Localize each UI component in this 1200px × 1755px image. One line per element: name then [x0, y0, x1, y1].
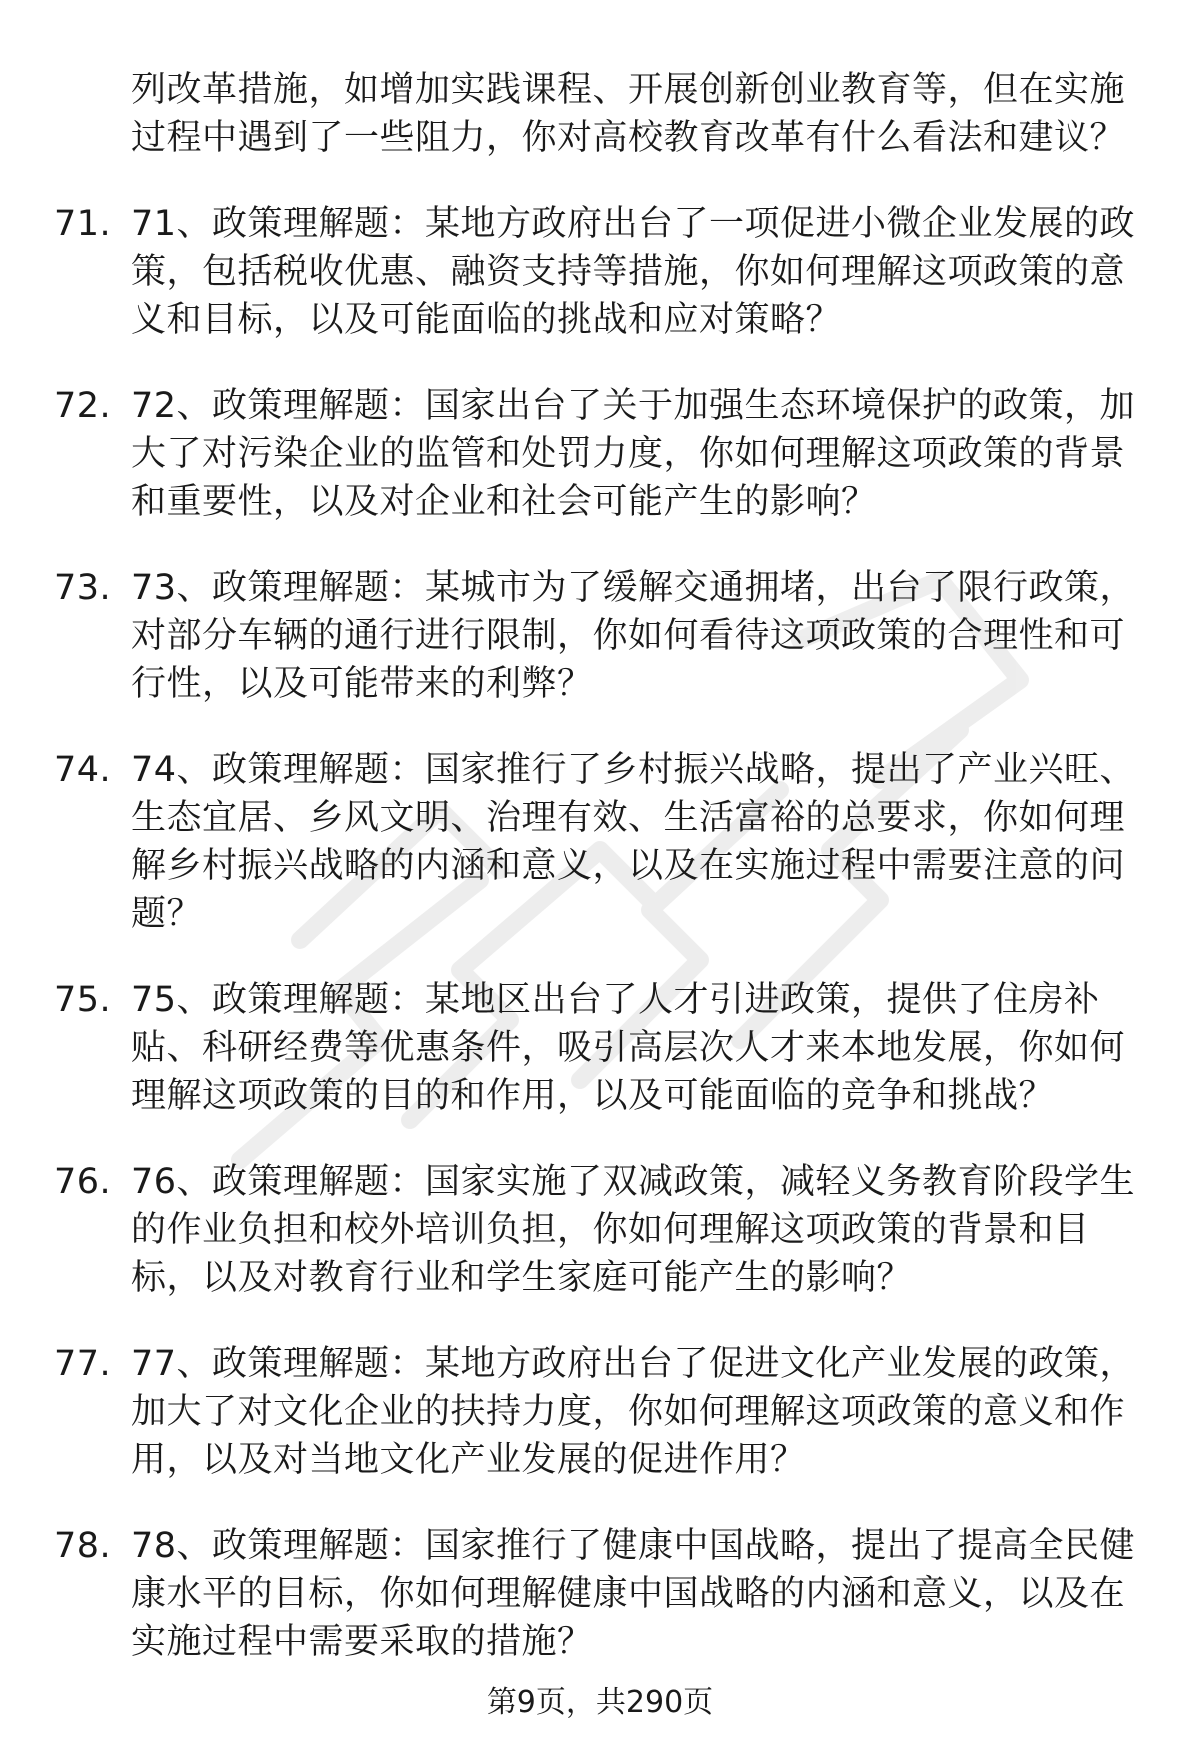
question-text: 77、政策理解题：某地方政府出台了促进文化产业发展的政策，加大了对文化企业的扶持力度，你如何理解这项政策的意义和作用，以及对当地文化产业发展的促进作用？	[131, 1344, 1136, 1480]
question-text: 75、政策理解题：某地区出台了人才引进政策，提供了住房补贴、科研经费等优惠条件，吸引高层次人才来本地发展，你如何理解这项政策的目的和作用，以及可能面临的竞争和挑战？	[131, 980, 1126, 1116]
question-text: 72、政策理解题：国家出台了关于加强生态环境保护的政策，加大了对污染企业的监管和处罚力度，你如何理解这项政策的背景和重要性，以及对企业和社会可能产生的影响？	[131, 386, 1136, 522]
lead-paragraph: 列改革措施，如增加实践课程、开展创新创业教育等，但在实施过程中遇到了一些阻力，你对高校教育改革有什么看法和建议？	[131, 70, 1126, 158]
list-item	[0, 1158, 1141, 1302]
list-item	[0, 746, 1141, 938]
list-item	[0, 200, 1141, 344]
list-item	[0, 1522, 1141, 1666]
question-text: 76、政策理解题：国家实施了双减政策，减轻义务教育阶段学生的作业负担和校外培训负担，你如何理解这项政策的背景和目标，以及对教育行业和学生家庭可能产生的影响？	[131, 1162, 1136, 1298]
question-number: 72.	[54, 386, 112, 426]
list-item	[0, 564, 1141, 708]
question-number: 78.	[54, 1526, 112, 1566]
question-number: 75.	[54, 980, 112, 1020]
document-body	[0, 66, 1200, 1704]
question-number: 71.	[54, 204, 112, 244]
question-number: 76.	[54, 1162, 112, 1202]
question-number: 73.	[54, 568, 112, 608]
question-number: 74.	[54, 750, 112, 790]
question-text: 78、政策理解题：国家推行了健康中国战略，提出了提高全民健康水平的目标，你如何理解健康中国战略的内涵和意义，以及在实施过程中需要采取的措施？	[131, 1526, 1136, 1662]
question-number: 77.	[54, 1344, 112, 1384]
list-item	[0, 976, 1141, 1120]
question-text: 73、政策理解题：某城市为了缓解交通拥堵，出台了限行政策，对部分车辆的通行进行限制，你如何看待这项政策的合理性和可行性，以及可能带来的利弊？	[131, 568, 1136, 704]
question-text: 71、政策理解题：某地方政府出台了一项促进小微企业发展的政策，包括税收优惠、融资支持等措施，你如何理解这项政策的意义和目标，以及可能面临的挑战和应对策略？	[131, 204, 1136, 340]
list-item	[0, 1340, 1141, 1484]
page-footer: 第9页，共290页	[486, 1685, 714, 1720]
list-item	[0, 382, 1141, 526]
question-text: 74、政策理解题：国家推行了乡村振兴战略，提出了产业兴旺、生态宜居、乡风文明、治理有效、生活富裕的总要求，你如何理解乡村振兴战略的内涵和意义，以及在实施过程中需要注意的问题？	[131, 750, 1136, 934]
question-list	[0, 200, 1200, 1666]
